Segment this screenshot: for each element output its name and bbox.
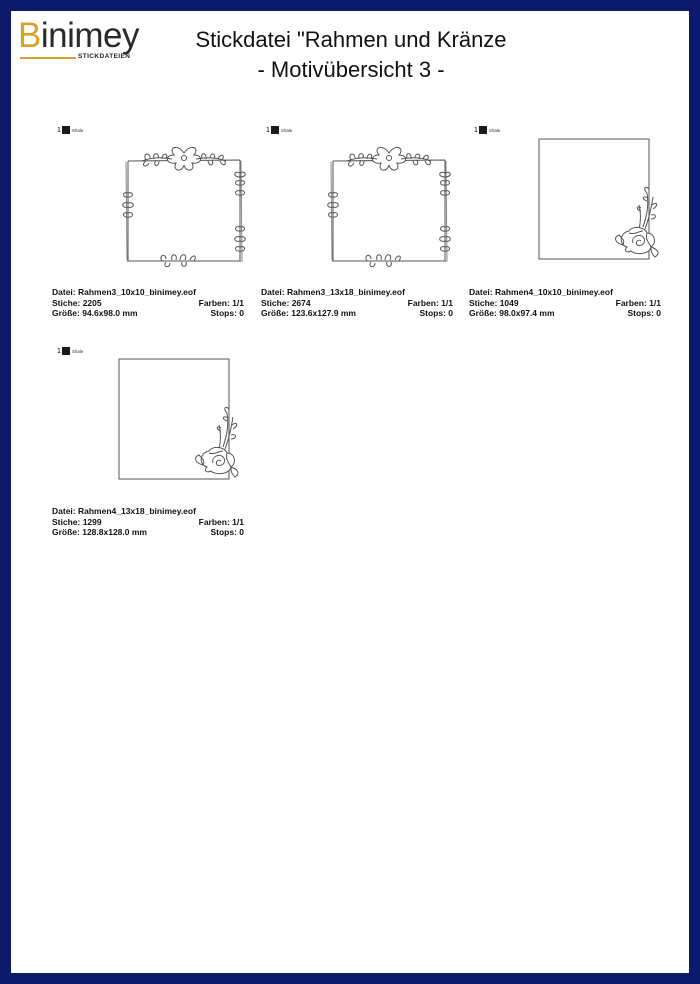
binimey-logo (18, 17, 158, 65)
title-line-1: Stickdatei "Rahmen und Kränze (195, 27, 507, 52)
thread-number: 1 (474, 126, 478, 134)
stop-count: Stops: 0 (210, 527, 244, 537)
file-label: Datei: Rahmen3_13x18_binimey.eof (261, 287, 405, 297)
thread-swatch (62, 347, 70, 355)
stitch-count: Stiche: 1049 (469, 297, 519, 308)
rose-corner-frame-icon (115, 355, 245, 489)
floral-square-frame-icon (122, 143, 246, 277)
thread-swatch (62, 126, 70, 134)
floral-square-frame-icon (327, 143, 451, 277)
design-size: Größe: 123.6x127.9 mm (261, 308, 356, 318)
color-count: Farben: 1/1 (407, 297, 453, 308)
thread-swatch (271, 126, 279, 134)
motif-info (469, 287, 661, 319)
stop-count: Stops: 0 (419, 308, 453, 318)
design-size: Größe: 98.0x97.4 mm (469, 308, 555, 318)
stop-count: Stops: 0 (210, 308, 244, 318)
thread-legend (57, 346, 83, 356)
color-count: Farben: 1/1 (615, 297, 661, 308)
page-title (161, 25, 541, 85)
logo-underline (20, 57, 76, 59)
design-size: Größe: 128.8x128.0 mm (52, 527, 147, 537)
thread-swatch (479, 126, 487, 134)
thread-name: Shale (71, 127, 84, 133)
thread-legend (266, 125, 292, 135)
logo-wordmark: Binimey (18, 16, 139, 55)
title-line-2: - Motivübersicht 3 - (257, 57, 445, 82)
motif-info (52, 506, 244, 538)
rose-corner-frame-icon (535, 135, 665, 269)
thread-legend (474, 125, 500, 135)
stitch-count: Stiche: 2674 (261, 297, 311, 308)
thread-name: Shale (71, 348, 84, 354)
thread-name: Shale (280, 127, 293, 133)
thread-legend (57, 125, 83, 135)
stitch-count: Stiche: 1299 (52, 516, 102, 527)
thread-name: Shale (488, 127, 501, 133)
color-count: Farben: 1/1 (198, 297, 244, 308)
thread-number: 1 (266, 126, 270, 134)
motif-info (261, 287, 453, 319)
thread-number: 1 (57, 126, 61, 134)
file-label: Datei: Rahmen4_10x10_binimey.eof (469, 287, 613, 297)
logo-subtext: STICKDATEIEN (78, 53, 131, 60)
color-count: Farben: 1/1 (198, 516, 244, 527)
file-label: Datei: Rahmen3_10x10_binimey.eof (52, 287, 196, 297)
stitch-count: Stiche: 2205 (52, 297, 102, 308)
thread-number: 1 (57, 347, 61, 355)
file-label: Datei: Rahmen4_13x18_binimey.eof (52, 506, 196, 516)
motif-info (52, 287, 244, 319)
design-size: Größe: 94.6x98.0 mm (52, 308, 138, 318)
stop-count: Stops: 0 (627, 308, 661, 318)
page-sheet (11, 11, 689, 973)
